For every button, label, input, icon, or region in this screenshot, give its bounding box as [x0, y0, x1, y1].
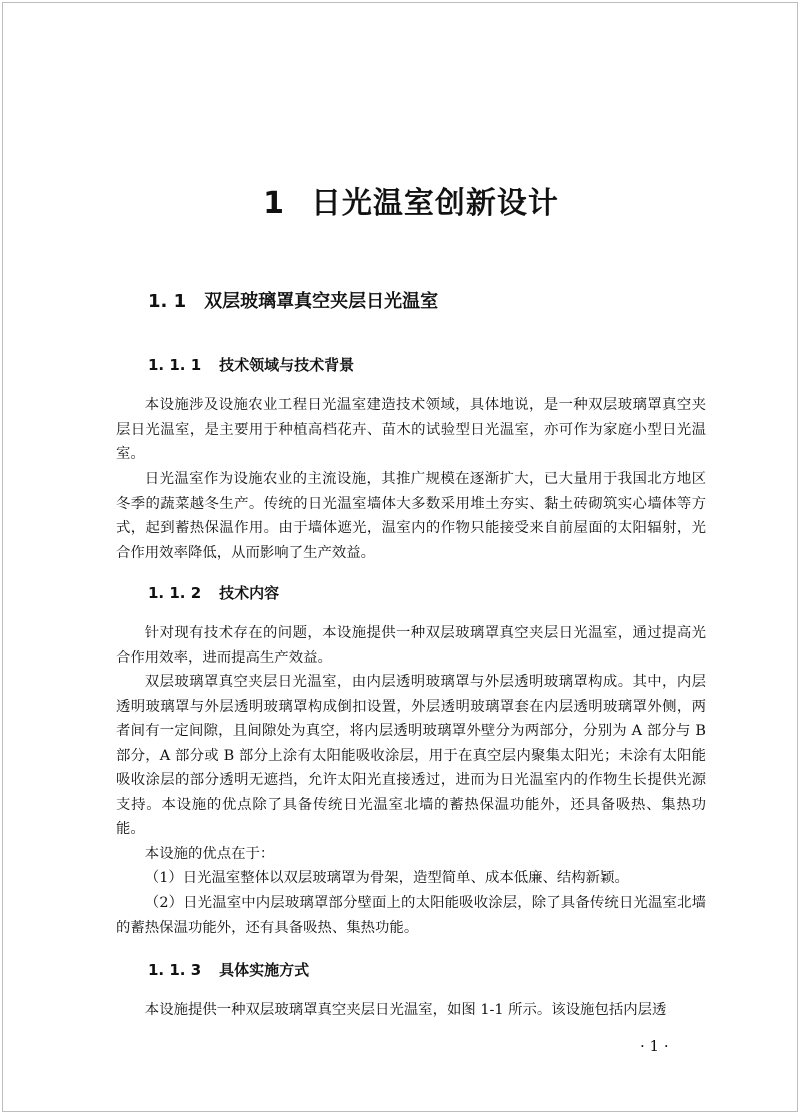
list-item: （2）日光温室中内层玻璃罩部分壁面上的太阳能吸收涂层，除了具备传统日光温室北墙的蓄热保温功能外，还有具备吸热、集热功能。	[116, 895, 706, 936]
chapter-title	[116, 186, 706, 222]
section-heading	[148, 290, 438, 314]
paragraph: 日光温室作为设施农业的主流设施，其推广规模在逐渐扩大，已大量用于我国北方地区冬季的蔬菜越冬生产。传统的日光温室墙体大多数采用堆土夯实、黏土砖砌筑实心墙体等方式，起到蓄热保温作用。由于墙体遮光，温室内的作物只能接受来自前屋面的太阳辐射，光合作用效率降低，从而影响了生产效益。	[116, 471, 706, 561]
paragraph: 本设施的优点在于：	[144, 846, 275, 862]
chapter-number: 1	[263, 186, 285, 221]
subsection-heading-1	[148, 355, 354, 375]
subsection-number: 1. 1. 3	[148, 961, 202, 979]
paragraph: 本设施涉及设施农业工程日光温室建造技术领域，具体地说，是一种双层玻璃罩真空夹层日光温室，是主要用于种植高档花卉、苗木的试验型日光温室，亦可作为家庭小型日光温室。	[116, 397, 706, 462]
subsection-title: 具体实施方式	[219, 961, 310, 979]
chapter-title-text: 日光温室创新设计	[310, 186, 559, 221]
section-title: 双层玻璃罩真空夹层日光温室	[204, 291, 439, 312]
paragraph: 针对现有技术存在的问题，本设施提供一种双层玻璃罩真空夹层日光温室，通过提高光合作用效率，进而提高生产效益。	[116, 625, 706, 666]
subsection-number: 1. 1. 1	[148, 356, 202, 374]
subsection-number: 1. 1. 2	[148, 584, 202, 602]
section-number: 1. 1	[148, 291, 187, 312]
subsection-heading-3	[148, 960, 309, 980]
page-number: · 1 ·	[640, 1037, 669, 1055]
subsection-heading-2	[148, 583, 279, 603]
subsection-title: 技术领域与技术背景	[219, 356, 355, 374]
paragraph: 本设施提供一种双层玻璃罩真空夹层日光温室，如图 1-1 所示。该设施包括内层透	[144, 1002, 667, 1018]
list-item: （1）日光温室整体以双层玻璃罩为骨架，造型简单、成本低廉、结构新颖。	[144, 870, 629, 886]
paragraph: 双层玻璃罩真空夹层日光温室，由内层透明玻璃罩与外层透明玻璃罩构成。其中，内层透明玻璃罩与外层透明玻璃罩构成倒扣设置，外层透明玻璃罩套在内层透明玻璃罩外侧，两者间有一定间隙，且间隙处为真空，将内层透明玻璃罩外壁分为两部分，分别为 A 部分与 B 部分，A 部分或 B 部分上涂有太阳能吸收涂层，用于在真空层内聚集太阳光；未涂有太阳能吸收涂层的部分透明无遮挡，允许太阳光直接透过，进而为日光温室内的作物生长提供光源支持。本设施的优点除了具备传统日光温室北墙的蓄热保温功能外，还具备吸热、集热功能。	[116, 674, 706, 837]
subsection-title: 技术内容	[219, 584, 280, 602]
